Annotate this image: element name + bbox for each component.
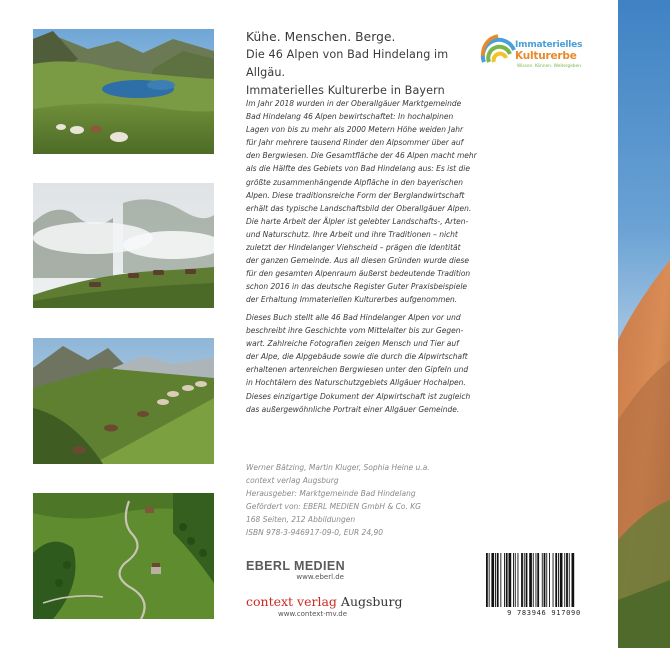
- blurb-line: der ganzen Gemeinde. Aus all diesen Gründen wurde diese: [246, 256, 470, 266]
- barcode-bar: [558, 553, 559, 607]
- eberl-medien-logo: [246, 559, 356, 581]
- barcode-bar: [569, 553, 570, 607]
- barcode-bar: [506, 553, 508, 607]
- context-name: context verlag Augsburg: [246, 594, 403, 609]
- photo-misty-ridge-cows: [33, 183, 214, 308]
- barcode-bar: [521, 553, 523, 607]
- barcode-bar: [536, 553, 537, 607]
- barcode-bars: [484, 553, 604, 609]
- barcode-bar: [546, 553, 547, 607]
- logo-line1: Immaterielles: [515, 40, 583, 50]
- blurb-line: Alpen. Diese traditionsreiche Form der Berglandwirtschaft: [246, 190, 465, 200]
- blurb-paragraph-2: [246, 311, 478, 416]
- barcode-bar: [509, 553, 512, 607]
- barcode-bar: [504, 553, 505, 607]
- barcode-bar: [524, 553, 525, 607]
- title-block: [246, 28, 486, 100]
- barcode-bar: [518, 553, 519, 607]
- immaterielles-kulturerbe-logo: [480, 28, 590, 74]
- barcode-bar: [544, 553, 546, 607]
- blurb-line: wart. Zahlreiche Fotografien zeigen Mensch und Tier auf: [246, 339, 459, 349]
- barcode-bar: [489, 553, 490, 607]
- blurb-line: das außergewöhnliche Portrait einer Allgäuer Gemeinde.: [246, 404, 460, 414]
- barcode-bar: [560, 553, 563, 607]
- barcode-bar: [491, 553, 494, 607]
- editor: Herausgeber: Marktgemeinde Bad Hindelang: [246, 489, 416, 499]
- barcode-bar: [497, 553, 499, 607]
- blurb-line: den Bergwiesen. Die Gesamtfläche der 46 Alpen macht mehr: [246, 151, 477, 161]
- spine-photo-strip: [618, 0, 670, 648]
- barcode-bar: [513, 553, 514, 607]
- eberl-url: www.eberl.de: [296, 573, 344, 581]
- credits: [246, 461, 478, 540]
- barcode-bar: [566, 553, 568, 607]
- publisher: context verlag Augsburg: [246, 476, 339, 486]
- barcode-bar: [537, 553, 539, 607]
- blurb-line: erhaltenen artenreichen Bergwiesen unter den Gipfeln und: [246, 365, 469, 375]
- page-count: 168 Seiten, 212 Abbildungen: [246, 515, 356, 525]
- book-subtitle-2: Immaterielles Kulturerbe in Bayern: [246, 84, 445, 97]
- sponsor: Gefördert von: EBERL MEDIEN GmbH & Co. KG: [246, 502, 421, 512]
- blurb-line: für Jahr mehrere tausend Rinder den Alpsommer über auf: [246, 138, 464, 148]
- barcode-bar: [549, 553, 550, 607]
- blurb-line: für den gesamten Alpenraum äußerst bedeutende Tradition: [246, 269, 471, 279]
- blurb-line: Im Jahr 2018 wurden in der Oberallgäuer Marktgemeinde: [246, 99, 462, 108]
- blurb-line: Dieses Buch stellt alle 46 Bad Hindelanger Alpen vor und: [246, 313, 461, 322]
- blurb-line: größte zusammenhängende Alpfläche in den bayerischen: [246, 177, 464, 187]
- blurb-line: der Alpe, die Alpgebäude sowie die durch die Alpwirtschaft: [246, 352, 468, 362]
- blurb-line: und Naturschutz. Ihre Arbeit und ihre Traditionen – nicht: [246, 229, 458, 239]
- blurb-line: Bad Hindelang 46 Alpen bewirtschaftet: In hochalpinen: [246, 112, 454, 122]
- eberl-name: EBERL MEDIEN: [246, 559, 346, 573]
- barcode-bar: [515, 553, 516, 607]
- blurb-line: der Erhaltung Immateriellen Kulturerbes aufgenommen.: [246, 295, 458, 305]
- blurb-text: [246, 97, 478, 420]
- barcode-bar: [553, 553, 554, 607]
- logo-tagline: Wissen. Können. Weitergeben.: [517, 64, 583, 69]
- barcode-bar: [486, 553, 488, 607]
- rainbow-arc-icon: [480, 28, 520, 68]
- isbn-price: ISBN 978-3-946917-09-0, EUR 24,90: [246, 528, 384, 538]
- photo-mountain-slope-herd: [33, 338, 214, 464]
- blurb-line: erhält das typische Landschaftsbild der Oberallgäuer Alpen.: [246, 203, 472, 213]
- context-verlag-logo: [246, 594, 406, 618]
- barcode-bar: [495, 553, 496, 607]
- blurb-line: Lagen von bis zu mehr als 2000 Metern Höhe weiden Jahr: [246, 125, 464, 135]
- photo-alpine-lake-cows: [33, 29, 214, 154]
- blurb-line: zuletzt der Hindelanger Viehscheid – prägen die Identität: [246, 243, 461, 253]
- blurb-line: schon 2016 in das deutsche Register Guter Praxisbeispiele: [246, 282, 468, 292]
- blurb-line: beschreibt ihre Geschichte vom Mittelalter bis zur Gegen-: [246, 326, 464, 336]
- barcode-bar: [500, 553, 501, 607]
- barcode-digits: 9 783946 917090: [507, 609, 581, 617]
- logo-line2: Kulturerbe: [515, 50, 577, 62]
- context-url: www.context-mv.de: [278, 610, 348, 618]
- blurb-line: als die Hälfte des Gebiets von Bad Hindelang aus: Es ist die: [246, 164, 470, 174]
- book-subtitle: Die 46 Alpen von Bad Hindelang im Allgäu.: [246, 48, 449, 79]
- book-title: Kühe. Menschen. Berge.: [246, 30, 396, 44]
- authors: Werner Bätzing, Martin Kluger, Sophia Heine u.a.: [246, 463, 430, 472]
- barcode-bar: [572, 553, 575, 607]
- blurb-line: Dieses einzigartige Dokument der Alpwirtschaft ist zugleich: [246, 391, 471, 401]
- barcode-bar: [542, 553, 543, 607]
- barcode-bar: [526, 553, 528, 607]
- isbn-barcode: [484, 553, 604, 619]
- photo-green-valley-road: [33, 493, 214, 619]
- barcode-bar: [555, 553, 557, 607]
- barcode-bar: [529, 553, 532, 607]
- barcode-bar: [564, 553, 565, 607]
- blurb-line: in Hochtälern des Naturschutzgebiets Allgäuer Hochalpen.: [246, 378, 466, 388]
- barcode-bar: [533, 553, 534, 607]
- blurb-line: Die harte Arbeit der Älpler ist gelebter Landschafts-, Arten-: [246, 216, 469, 226]
- blurb-paragraph-1: [246, 97, 478, 307]
